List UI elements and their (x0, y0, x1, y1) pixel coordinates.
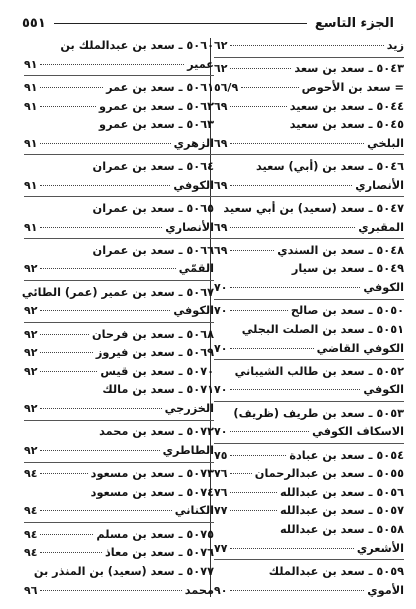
dot-leader (230, 143, 364, 144)
index-entry (214, 364, 404, 379)
index-entry (214, 564, 404, 579)
entry-label: ٥٠٤٤ ـ سعد بن سعيد (289, 99, 404, 113)
entry-page: ٥٦/٩ (214, 80, 239, 94)
index-entry (214, 424, 404, 439)
entry-separator (214, 196, 404, 197)
entry-page: ٩١ (24, 178, 38, 192)
entry-label: ٥٠٦٦ ـ سعد بن عمران (92, 243, 214, 257)
entry-page: ٧٧ (214, 541, 228, 555)
entry-page: ٩٠ (214, 583, 228, 597)
entry-label: الكناني (174, 504, 214, 518)
index-entry (24, 201, 214, 216)
entry-label: ٥٠٧٣ ـ سعد بن مسعود (90, 467, 214, 481)
index-entry (214, 178, 404, 193)
entry-label: ٥٠٥٢ ـ سعد بن طالب الشيباني (234, 364, 404, 378)
index-entry (24, 485, 214, 500)
entry-label: ٥٠٤٣ ـ سعد بن سعد (294, 62, 404, 76)
index-entry (24, 364, 214, 379)
entry-page: ٩١ (24, 57, 38, 71)
entry-separator (24, 420, 214, 421)
page-number: ٥٥١ (22, 15, 46, 31)
entry-page: ٦٩ (214, 136, 228, 150)
index-entry (24, 564, 214, 579)
dot-leader (40, 552, 102, 553)
entry-separator (214, 401, 404, 402)
index-entry (214, 466, 404, 481)
entry-label: الأنصاري (355, 178, 404, 192)
entry-label: الطاطري (162, 443, 214, 457)
dot-leader (230, 45, 383, 46)
entry-label: ٥٠٧١ ـ سعد بن مالك (102, 383, 214, 397)
entry-label: زيد (386, 39, 404, 52)
entry-label: محمد (184, 583, 214, 597)
index-entry (214, 117, 404, 132)
dot-leader (230, 287, 360, 288)
entry-page: ٦٩ (214, 99, 228, 113)
index-entry (214, 522, 404, 537)
dot-leader (40, 87, 103, 88)
dot-leader (40, 450, 159, 451)
entry-label: الكوفي (363, 281, 404, 294)
entry-label: ٥٠٦٢ ـ سعد بن عمرو (99, 99, 214, 113)
dot-leader (40, 334, 89, 335)
index-entry (24, 424, 214, 439)
dot-leader (40, 473, 87, 474)
entry-label: ٥٠٥٥ ـ سعد بن عبدالرحمان (254, 467, 404, 481)
entry-page: ٩٤ (24, 467, 38, 481)
dot-leader (40, 185, 170, 186)
entry-label: الكوفي (363, 383, 404, 397)
dot-leader (230, 227, 355, 228)
entry-page: ٩١ (24, 136, 38, 150)
entry-label: ٥٠٦٥ ـ سعد بن عمران (92, 201, 214, 215)
entry-separator (214, 443, 404, 444)
entry-page: ٩٤ (24, 546, 38, 560)
entry-label: ٥٠٥٦ ـ سعد بن عبدالله (279, 485, 404, 499)
entry-label: ٥٠٤٧ ـ سعد (سعيد) بن أبي سعيد (223, 201, 404, 215)
index-entry (24, 545, 214, 560)
entry-page: ٩٢ (24, 364, 38, 378)
index-entry (24, 159, 214, 174)
entry-page: ٧٦ (214, 467, 228, 481)
dot-leader (40, 352, 92, 353)
dot-leader (40, 106, 96, 107)
index-entry (214, 583, 404, 598)
entry-separator (24, 154, 214, 155)
dot-leader (40, 64, 184, 65)
index-entry (214, 80, 404, 95)
entry-label: ٥٠٤٦ ـ سعد بن (أبي) سعيد (255, 160, 404, 173)
entry-page: ٩٢ (24, 304, 38, 318)
index-entry (24, 382, 214, 397)
entry-page: ٧٠ (214, 341, 228, 355)
entry-label: ٥٠٦٨ ـ سعد بن فرحان (91, 327, 214, 341)
index-entry (214, 341, 404, 356)
index-entry (214, 261, 404, 276)
dot-leader (230, 473, 251, 474)
entry-label: البلخي (367, 136, 404, 150)
index-entry (214, 38, 404, 53)
entry-page: ٩٤ (24, 504, 38, 518)
dot-leader (40, 408, 161, 409)
index-entry (24, 57, 214, 72)
dot-leader (40, 227, 162, 228)
dot-leader (230, 106, 286, 107)
entry-label: ٥٠٥٩ ـ سعد بن عبدالملك (268, 564, 404, 578)
index-entry (24, 136, 214, 151)
entry-separator (24, 75, 214, 76)
index-entry (214, 136, 404, 151)
header-rule (54, 23, 307, 24)
index-entry (214, 280, 404, 295)
index-entry (214, 322, 404, 337)
entry-separator (24, 462, 214, 463)
index-entry (214, 243, 404, 258)
entry-label: = سعد بن الأحوص (301, 80, 404, 94)
index-entry (24, 303, 214, 318)
dot-leader (230, 68, 291, 69)
entry-page: ٧٠ (214, 425, 228, 439)
index-entry (24, 466, 214, 481)
entry-page: ٩٢ (24, 346, 38, 360)
entry-label: ٥٠٦٠ ـ سعد بن عبدالملك بن (60, 39, 214, 52)
entry-page: ٩٢ (24, 327, 38, 341)
entry-separator (214, 559, 404, 560)
entry-label: ٥٠٧٦ ـ سعد بن معاذ (104, 546, 214, 560)
dot-leader (40, 310, 170, 311)
index-entry (24, 583, 214, 598)
entry-separator (24, 280, 214, 281)
entry-separator (214, 299, 404, 300)
page-header (22, 13, 394, 33)
dot-leader (230, 431, 309, 432)
index-entry (24, 345, 214, 360)
index-entry (24, 527, 214, 542)
entry-page: ٧٠ (214, 281, 228, 294)
entry-label: الزهري (173, 136, 214, 150)
index-entry (214, 503, 404, 518)
entry-label: ٥٠٧٢ ـ سعد بن محمد (99, 425, 214, 439)
index-entry (214, 485, 404, 500)
entry-label: ٥٠٦٧ ـ سعد بن عمير (عمر) الطائي (21, 285, 214, 299)
index-entry (24, 178, 214, 193)
dot-leader (241, 87, 298, 88)
entry-label: الأموي (367, 583, 404, 597)
dot-leader (230, 185, 352, 186)
entry-label: ٥٠٧٠ ـ سعد بن قيس (100, 364, 214, 378)
entry-label: الأنصاري (165, 220, 214, 234)
entry-page: ٩٢ (24, 402, 38, 415)
index-entry (24, 443, 214, 458)
entry-page: ٩١ (24, 99, 38, 113)
entry-page: ٩٦ (24, 583, 38, 597)
index-entry (24, 261, 214, 276)
entry-page: ٩١ (24, 220, 38, 234)
entry-separator (214, 57, 404, 58)
entry-separator (214, 154, 404, 155)
entry-page: ٦٢ (214, 39, 228, 52)
entry-page: ٧٥ (214, 448, 228, 462)
entry-label: ٥٠٥١ ـ سعد بن الصلت البجلي (241, 322, 404, 336)
dot-leader (230, 310, 287, 311)
dot-leader (40, 534, 93, 535)
entry-label: ٥٠٥٧ ـ سعد بن عبدالله (279, 504, 404, 518)
dot-leader (230, 492, 277, 493)
index-entry (214, 448, 404, 463)
entry-label: الاسكاف الكوفي (312, 425, 404, 439)
index-entry (24, 243, 214, 258)
entry-separator (24, 522, 214, 523)
entry-page: ٧٦ (214, 485, 228, 499)
entry-label: ٥٠٦٣ ـ سعد بن عمرو (99, 118, 214, 132)
entry-separator (24, 238, 214, 239)
dot-leader (230, 590, 364, 591)
entry-separator (214, 359, 404, 360)
entry-label: ٥٠٦١ ـ سعد بن عمر (106, 80, 214, 94)
entry-page: ٩٢ (24, 262, 38, 276)
index-entry (24, 401, 214, 416)
entry-label: الخزرجي (164, 402, 214, 415)
entry-page: ٩٤ (24, 527, 38, 541)
entry-label: ٥٠٧٧ ـ سعد (سعيد) بن المنذر بن (33, 564, 214, 578)
entry-label: الكوفي (173, 304, 214, 318)
entry-label: ٥٠٦٤ ـ سعد بن عمران (92, 160, 214, 173)
dot-leader (40, 268, 175, 269)
dot-leader (40, 143, 170, 144)
entry-page: ٧٠ (214, 304, 228, 318)
dot-leader (230, 548, 353, 549)
entry-separator (24, 196, 214, 197)
entry-label: ٥٠٦٩ ـ سعد بن فيروز (95, 346, 214, 360)
index-entry (214, 201, 404, 216)
entry-label: ٥٠٤٩ ـ سعد بن سيار (291, 262, 404, 276)
index-entry (21, 285, 214, 300)
index-entry (24, 99, 214, 114)
dot-leader (40, 510, 171, 511)
entry-page: ٦٢ (214, 62, 228, 76)
entry-label: ٥٠٤٨ ـ سعد بن السندي (277, 243, 404, 257)
dot-leader (230, 510, 277, 511)
entry-label: الكوفي القاضي (316, 341, 404, 355)
entry-page: ٦٩ (214, 220, 228, 234)
index-entry (24, 117, 214, 132)
volume-title: الجزء التاسع (314, 15, 394, 31)
entry-label: ٥٠٧٥ ـ سعد بن مسلم (96, 527, 214, 541)
dot-leader (230, 389, 360, 390)
entry-page: ٦٩ (214, 243, 228, 257)
index-entry (214, 99, 404, 114)
entry-label: الأشعري (356, 541, 404, 555)
entry-page: ٧٧ (214, 504, 228, 518)
index-entry (24, 80, 214, 95)
index-entry (24, 327, 214, 342)
entry-page: ٩٢ (24, 443, 38, 457)
index-column-left (21, 38, 214, 598)
dot-leader (40, 590, 181, 591)
index-entry (24, 38, 214, 53)
index-entry (214, 541, 404, 556)
index-entry (214, 303, 404, 318)
entry-label: ٥٠٥٤ ـ سعد بن عبادة (289, 448, 404, 462)
dot-leader (230, 348, 313, 349)
entry-separator (24, 322, 214, 323)
index-entry (214, 220, 404, 235)
entry-separator (214, 238, 404, 239)
dot-leader (230, 250, 274, 251)
index-entry (214, 406, 404, 421)
index-entry (24, 220, 214, 235)
index-entry (24, 503, 214, 518)
entry-label: ٥٠٥٠ ـ سعد بن صالح (290, 304, 404, 318)
entry-label: القمّي (178, 262, 214, 276)
index-column-right (214, 38, 404, 598)
entry-label: ٥٠٧٤ ـ سعد بن مسعود (90, 485, 214, 499)
entry-page: ٦٩ (214, 178, 228, 192)
entry-label: ٥٠٥٣ ـ سعد بن طريف (ظريف) (233, 406, 404, 420)
index-entry (214, 382, 404, 397)
dot-leader (40, 371, 97, 372)
dot-leader (230, 455, 286, 456)
entry-page: ٩١ (24, 80, 38, 94)
entry-label: الكوفي (173, 178, 214, 192)
entry-label: المقبري (358, 220, 404, 234)
entry-label: عمير (187, 57, 214, 71)
index-entry (214, 61, 404, 76)
entry-label: ٥٠٤٥ ـ سعد بن سعيد (289, 118, 404, 132)
entry-label: ٥٠٥٨ ـ سعد بن عبدالله (279, 523, 404, 536)
entry-page: ٧٠ (214, 383, 228, 397)
index-entry (214, 159, 404, 174)
